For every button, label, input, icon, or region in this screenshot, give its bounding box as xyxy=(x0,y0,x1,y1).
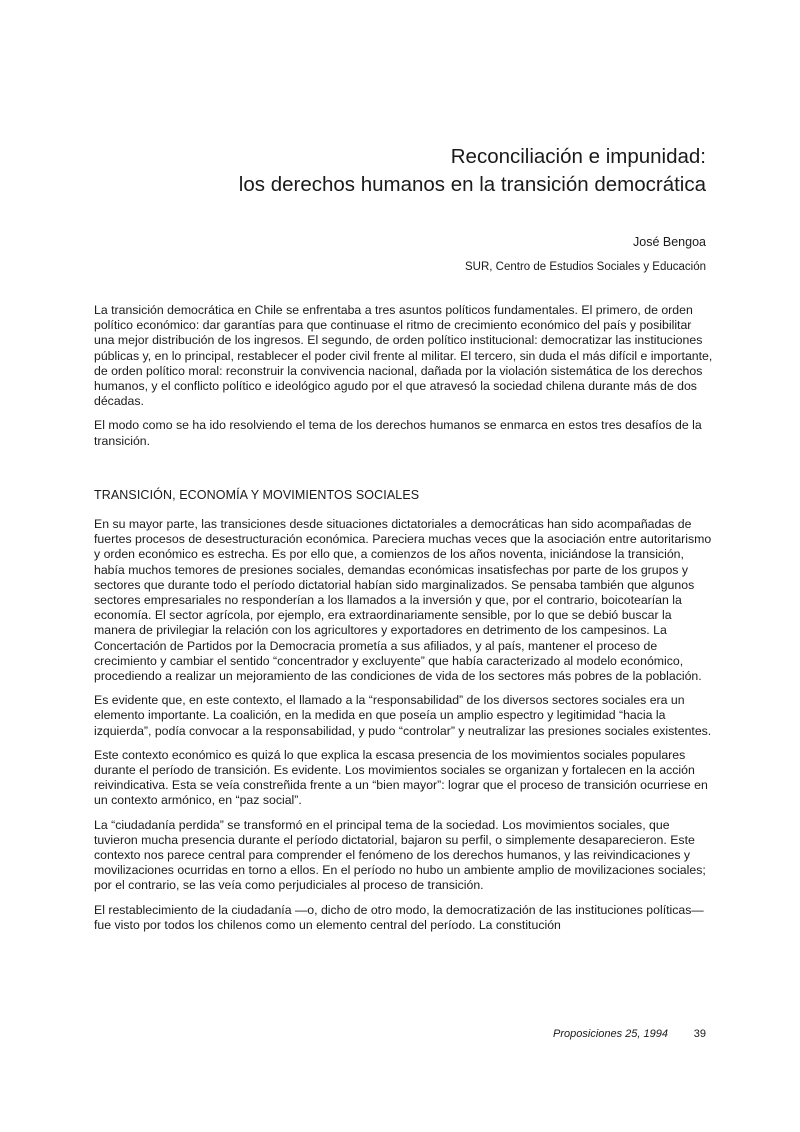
body-paragraph: El restablecimiento de la ciudadanía —o, dicho de otro modo, la democratización de las instituciones políticas— fue visto por todos los chilenos como un elemento central del período. La constitución xyxy=(94,902,704,932)
body-paragraph: Es evidente que, en este contexto, el llamado a la “responsabilidad” de los diversos sectores sociales era un elemento importante. La coalición, en la medida en que poseía un amplio espectro y legitimidad “hacia la izquierda”, podía convocar a la responsabilidad, y pudo “controlar” y neutralizar las presiones sociales existentes. xyxy=(94,693,712,738)
author-affiliation: SUR, Centro de Estudios Sociales y Educación xyxy=(465,261,706,273)
title-line-1: Reconciliación e impunidad: xyxy=(450,145,706,168)
article-title xyxy=(239,143,706,199)
body-paragraph: La “ciudadanía perdida” se transformó en el principal tema de la sociedad. Los movimientos sociales, que tuvieron mucha presencia durante el período dictatorial, bajaron su perfil, o simplemente desaparecieron. Este contexto nos parece central para comprender el fenómeno de los derechos humanos, y las reivindicaciones y movilizaciones ocurridas en torno a ellos. En el período no hubo un ambiente amplio de movilizaciones sociales; por el contrario, se las veía como perjudiciales al proceso de transición. xyxy=(94,817,706,893)
footer-journal-citation: Proposiciones 25, 1994 xyxy=(553,1028,668,1040)
body-paragraph: En su mayor parte, las transiciones desde situaciones dictatoriales a democráticas han sido acompañadas de fuertes procesos de desestructuración económica. Pareciera muchas veces que la asociación entre autoritarismo y orden económico es estrecha. Es por ello que, a comienzos de los años noventa, iniciándose la transición, había muchos temores de presiones sociales, demandas económicas insatisfechas por parte de los grupos y sectores que durante todo el período dictatorial habían sido marginalizados. Se pensaba también que algunos sectores empresariales no responderían a los llamados a la inversión y que, por el contrario, boicotearían la economía. El sector agrícola, por ejemplo, era extraordinariamente sensible, por lo que se debió buscar la manera de privilegiar la relación con los agricultores y exportadores en detrimento de los campesinos. La Concertación de Partidos por la Democracia prometía a sus afiliados, y al país, mantener el proceso de crecimiento y cambiar el sentido “concentrador y excluyente” que había caracterizado al modelo económico, procediendo a realizar un mejoramiento de las condiciones de vida de los sectores más pobres de la población. xyxy=(94,517,712,684)
intro-paragraph: El modo como se ha ido resolviendo el tema de los derechos humanos se enmarca en estos tres desafíos de la transición. xyxy=(94,418,702,448)
body-paragraph: Este contexto económico es quizá lo que explica la escasa presencia de los movimientos sociales populares durante el período de transición. Es evidente. Los movimientos sociales se organizan y fortalecen en la acción reivindicativa. Esta se veía constreñida frente a un “bien mayor”: lograr que el proceso de transición ocurriese en un contexto armónico, en “paz social”. xyxy=(94,747,708,808)
author-name: José Bengoa xyxy=(633,235,706,249)
title-line-2: los derechos humanos en la transición democrática xyxy=(238,173,706,196)
section-body xyxy=(94,517,714,942)
intro-section xyxy=(94,303,714,458)
section-heading: TRANSICIÓN, ECONOMÍA Y MOVIMIENTOS SOCIALES xyxy=(94,488,420,502)
page-number: 39 xyxy=(693,1028,706,1040)
intro-paragraph: La transición democrática en Chile se enfrentaba a tres asuntos políticos fundamentales. El primero, de orden político económico: dar garantías para que continuase el ritmo de crecimiento económico del país y posibilitar una mejor distribución de los ingresos. El segundo, de orden político institucional: democratizar las instituciones públicas y, en lo principal, restablecer el poder civil frente al militar. El tercero, sin duda el más difícil e importante, de orden político moral: reconstruir la convivencia nacional, dañada por la violación sistemática de los derechos humanos, y el conflicto político e ideológico agudo por el que atravesó la sociedad chilena durante más de dos décadas. xyxy=(94,303,713,409)
